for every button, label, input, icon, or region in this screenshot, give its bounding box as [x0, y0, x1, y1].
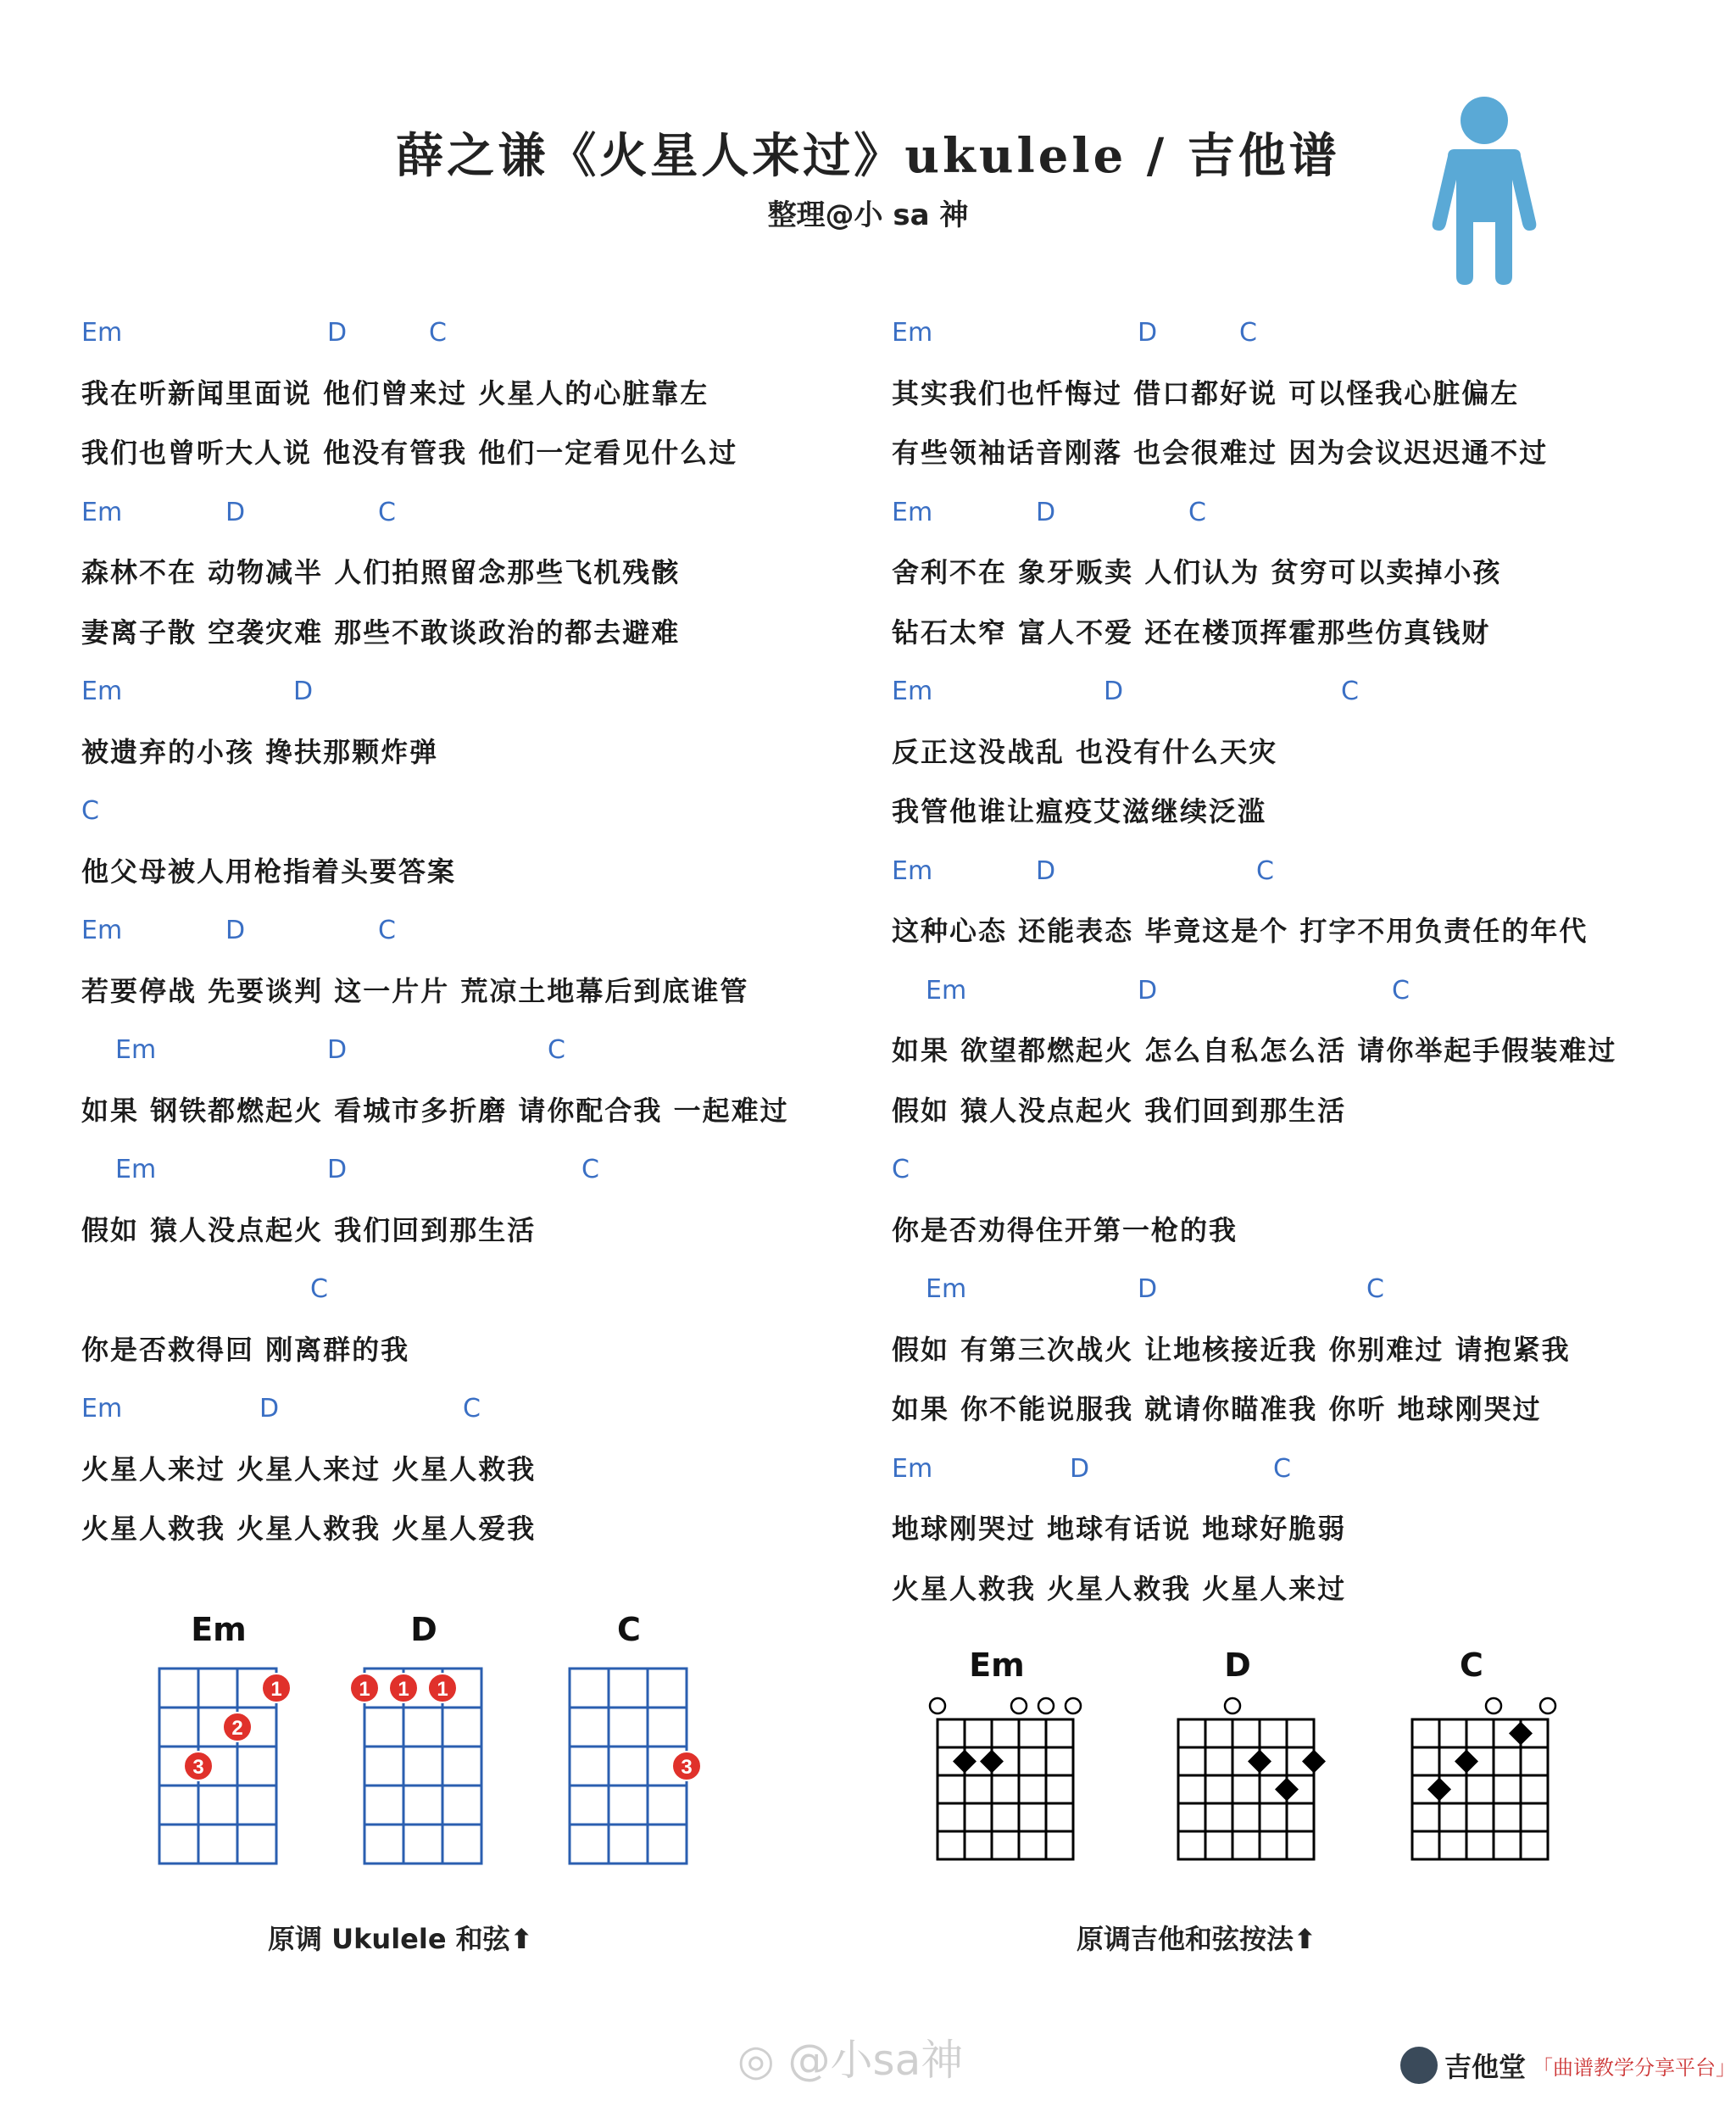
chord-label: C [1392, 975, 1410, 1006]
open-string-circle [1066, 1698, 1081, 1713]
finger-dot [1509, 1722, 1533, 1746]
chord-label: Em [81, 1394, 123, 1424]
lyric-line: 舍利不在 象牙贩卖 人们认为 贫穷可以卖掉小孩 [892, 556, 1502, 588]
finger-number: 1 [437, 1678, 448, 1701]
page-title: 薛之谦《火星人来过》ukulele / 吉他谱 [396, 128, 1340, 184]
guitar-chord-d [1161, 1630, 1314, 1884]
lyric-line: 我管他谁让瘟疫艾滋继续泛滥 [892, 795, 1267, 827]
ukulele-chord-name: Em [191, 1611, 247, 1648]
chord-label: C [378, 497, 396, 527]
chord-label: D [1070, 1453, 1090, 1484]
chord-label: Em [926, 1274, 967, 1304]
chord-label: C [310, 1274, 328, 1304]
fretboard-frame [570, 1669, 687, 1864]
chord-label: Em [892, 677, 933, 706]
chord-line [81, 662, 895, 722]
chord-line [81, 1379, 895, 1440]
chord-label: C [81, 796, 99, 826]
guitar-chord-name: Em [969, 1646, 1025, 1684]
chord-label: C [463, 1394, 481, 1424]
watermark-text: @小sa神 [787, 2036, 964, 2085]
chord-label: Em [115, 1155, 157, 1184]
chord-label: C [1366, 1274, 1384, 1304]
chord-line [81, 1140, 895, 1201]
ukulele-caption-text: 原调 Ukulele 和弦 [268, 1923, 510, 1955]
chord-label: D [259, 1394, 280, 1424]
ukulele-chord-em [158, 1611, 280, 1882]
chord-label: C [1188, 497, 1206, 527]
lyric-line: 如果 欲望都燃起火 怎么自私怎么活 请你举起手假装难过 [892, 1034, 1617, 1067]
chord-line [892, 1260, 1705, 1320]
lyric-line: 其实我们也忏悔过 借口都好说 可以怪我心脏偏左 [892, 376, 1520, 410]
chord-label: C [1239, 318, 1257, 348]
lyric-line: 你是否劝得住开第一枪的我 [892, 1213, 1238, 1246]
guitar-logo-icon [1400, 2047, 1438, 2084]
finger-dot [1275, 1778, 1299, 1802]
lyric-line: 假如 有第三次战火 让地核接近我 你别难过 请抱紧我 [892, 1333, 1571, 1366]
chord-label: D [327, 1035, 348, 1065]
ukulele-chord-c [568, 1611, 693, 1882]
lyric-line: 他父母被人用枪指着头要答案 [81, 855, 457, 888]
open-string-circle [1225, 1698, 1240, 1713]
brand-name: 吉他堂 [1444, 2051, 1527, 2083]
lyrics-column-left [81, 304, 895, 1559]
open-string-circle [930, 1698, 945, 1713]
finger-number: 1 [398, 1678, 409, 1701]
lyric-line: 有些领袖话音刚落 也会很难过 因为会议迟迟通不过 [892, 437, 1549, 469]
finger-number: 3 [192, 1756, 204, 1779]
lyric-line: 如果 你不能说服我 就请你瞄准我 你听 地球刚哭过 [892, 1393, 1542, 1425]
chord-label: Em [892, 318, 933, 348]
ukulele-chord-grid [359, 1667, 485, 1896]
chord-label: C [378, 916, 396, 945]
chord-label: C [429, 318, 447, 348]
guitar-chord-grid [1161, 1694, 1314, 1889]
chord-label: Em [81, 677, 123, 706]
finger-number: 3 [681, 1756, 693, 1779]
ukulele-chord-d [359, 1611, 485, 1882]
ukulele-chord-grid [568, 1667, 693, 1896]
chord-label: D [1036, 497, 1056, 527]
open-string-circle [1011, 1698, 1027, 1713]
fretboard-frame [938, 1719, 1073, 1859]
finger-number: 1 [270, 1678, 282, 1701]
chord-label: D [225, 497, 246, 527]
lyric-line: 被遗弃的小孩 搀扶那颗炸弹 [81, 735, 439, 768]
chord-label: Em [926, 975, 967, 1006]
brand-tag: 「曲谱教学分享平台」 [1533, 2055, 1736, 2080]
brand-badge [1400, 2043, 1736, 2087]
guitar-caption-text: 原调吉他和弦按法 [1077, 1923, 1294, 1955]
guitar-chord-grid [921, 1694, 1073, 1889]
arrow-up-icon: ⬆ [509, 1923, 533, 1955]
chord-label: D [1036, 855, 1056, 886]
chord-label: D [1138, 318, 1158, 348]
fretboard-frame [364, 1669, 481, 1864]
chord-label: D [225, 916, 246, 945]
lyric-line: 地球刚哭过 地球有话说 地球好脆弱 [892, 1513, 1347, 1545]
lyric-line: 火星人来过 火星人来过 火星人救我 [81, 1452, 537, 1485]
chord-line [81, 782, 895, 842]
lyric-line: 森林不在 动物减半 人们拍照留念那些飞机残骸 [81, 556, 681, 588]
chord-line [892, 1440, 1705, 1500]
chord-line [892, 1140, 1705, 1201]
chord-label: C [581, 1155, 599, 1184]
chord-line [892, 304, 1705, 364]
chord-label: Em [81, 318, 123, 348]
lyric-line: 若要停战 先要谈判 这一片片 荒凉土地幕后到底谁管 [81, 974, 749, 1007]
finger-number: 2 [231, 1717, 243, 1740]
chord-line [892, 483, 1705, 543]
chord-label: Em [81, 916, 123, 945]
lyric-line: 这种心态 还能表态 毕竟这是个 打字不用负责任的年代 [892, 915, 1589, 947]
finger-dot [1302, 1750, 1326, 1774]
chord-line [81, 1021, 895, 1081]
chord-label: C [892, 1155, 910, 1184]
weibo-icon: ◎ [737, 2036, 775, 2085]
ukulele-caption [268, 1918, 533, 1957]
chord-label: C [548, 1035, 565, 1065]
lyric-line: 火星人救我 火星人救我 火星人爱我 [81, 1513, 537, 1545]
chord-line [892, 662, 1705, 722]
chord-label: Em [892, 855, 933, 886]
finger-dot [1248, 1750, 1271, 1774]
chord-label: D [1138, 1274, 1158, 1304]
chord-line [81, 483, 895, 543]
chord-label: Em [892, 1453, 933, 1484]
chord-label: C [1256, 855, 1274, 886]
guitar-caption [1077, 1918, 1316, 1957]
chord-line [892, 842, 1705, 902]
lyric-line: 反正这没战乱 也没有什么天灾 [892, 735, 1278, 768]
chord-label: D [1138, 975, 1158, 1006]
lyric-line: 假如 猿人没点起火 我们回到那生活 [81, 1213, 537, 1246]
lyric-line: 你是否救得回 刚离群的我 [81, 1333, 410, 1366]
open-string-circle [1540, 1698, 1555, 1713]
finger-dot [1455, 1750, 1478, 1774]
chord-label: C [1341, 677, 1359, 706]
chord-label: Em [81, 497, 123, 527]
ukulele-chord-name: C [617, 1611, 641, 1648]
lyric-line: 我在听新闻里面说 他们曾来过 火星人的心脏靠左 [81, 376, 709, 410]
guitar-chord-name: C [1460, 1646, 1483, 1684]
chord-label: Em [892, 497, 933, 527]
chord-label: D [327, 318, 348, 348]
weibo-watermark [737, 2026, 963, 2087]
chord-line [81, 901, 895, 961]
lyric-line: 钻石太窄 富人不爱 还在楼顶挥霍那些仿真钱财 [892, 616, 1491, 649]
finger-dot [1427, 1778, 1451, 1802]
ukulele-chord-name: D [410, 1611, 437, 1648]
open-string-circle [1486, 1698, 1501, 1713]
arrow-up-icon: ⬆ [1294, 1923, 1316, 1955]
chord-label: D [1104, 677, 1124, 706]
lyrics-column-right [892, 304, 1705, 1618]
ukulele-chord-grid [158, 1667, 280, 1896]
page-subtitle: 整理@小 sa 神 [767, 198, 969, 232]
guitar-chord-em [921, 1630, 1073, 1884]
lyric-line: 妻离子散 空袭灾难 那些不敢谈政治的都去避难 [81, 616, 681, 649]
guitar-chord-grid [1395, 1694, 1548, 1889]
open-string-circle [1038, 1698, 1054, 1713]
chord-label: D [327, 1155, 348, 1184]
chord-line [81, 1260, 895, 1320]
finger-dot [980, 1750, 1004, 1774]
lyric-line: 如果 钢铁都燃起火 看城市多折磨 请你配合我 一起难过 [81, 1094, 789, 1127]
lyric-line: 我们也曾听大人说 他没有管我 他们一定看见什么过 [81, 437, 738, 469]
person-icon [1429, 95, 1539, 285]
fretboard-frame [159, 1669, 276, 1864]
chord-label: D [293, 677, 314, 706]
chord-line [892, 961, 1705, 1022]
chord-label: Em [115, 1035, 157, 1065]
finger-number: 1 [359, 1678, 370, 1701]
guitar-chord-name: D [1224, 1646, 1251, 1684]
lyric-line: 火星人救我 火星人救我 火星人来过 [892, 1572, 1347, 1605]
chord-label: C [1273, 1453, 1291, 1484]
finger-dot [953, 1750, 976, 1774]
chord-line [81, 304, 895, 364]
guitar-chord-c [1395, 1630, 1548, 1884]
lyric-line: 假如 猿人没点起火 我们回到那生活 [892, 1094, 1347, 1127]
